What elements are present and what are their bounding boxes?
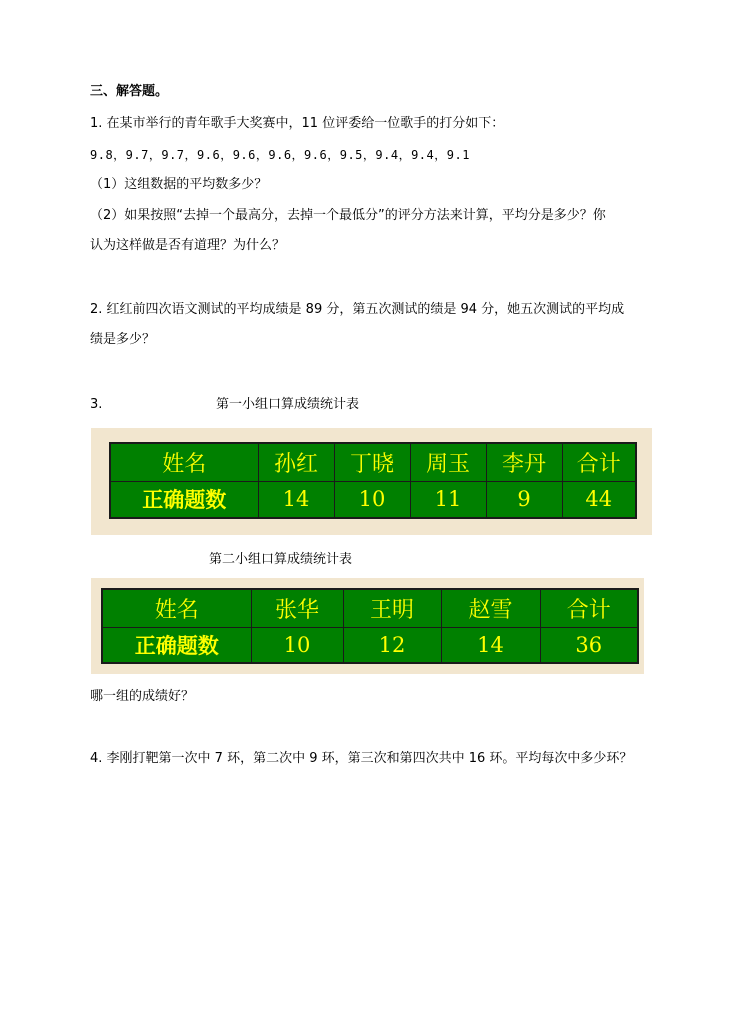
table-2-header-cell: 姓名 xyxy=(102,589,251,627)
question-1-sub2-line2: 认为这样做是否有道理？为什么？ xyxy=(90,238,286,253)
table-2-value-cell: 12 xyxy=(343,627,441,663)
table-1-row-label: 正确题数 xyxy=(110,481,258,518)
table-2-header-row xyxy=(102,589,638,627)
table-1-header-cell: 李丹 xyxy=(486,443,562,481)
table-1-data-row xyxy=(110,481,636,518)
table-1-header-cell: 孙红 xyxy=(258,443,334,481)
table-1-header-cell: 周玉 xyxy=(410,443,486,481)
table-1 xyxy=(109,442,637,519)
table-1-header-row xyxy=(110,443,636,481)
table-2-value-cell: 36 xyxy=(540,627,638,663)
table-2-frame xyxy=(91,578,644,674)
table-1-caption: 第一小组口算成绩统计表 xyxy=(216,397,360,412)
question-1-sub2-line1: （2）如果按照“去掉一个最高分，去掉一个最低分”的评分方法来计算，平均分是多少？你 xyxy=(90,208,606,223)
question-2-line1: 2. 红红前四次语文测试的平均成绩是 89 分，第五次测试的绩是 94 分，她五次测试的平均成 xyxy=(90,302,625,317)
question-3-prompt: 哪一组的成绩好？ xyxy=(90,689,195,704)
table-1-value-cell: 10 xyxy=(334,481,410,518)
table-2-value-cell: 10 xyxy=(251,627,343,663)
question-1-scores: 9.8，9.7，9.7，9.6，9.6，9.6，9.6，9.5，9.4，9.4，9.1 xyxy=(90,148,470,162)
table-2-header-cell: 张华 xyxy=(251,589,343,627)
table-1-header-cell: 姓名 xyxy=(110,443,258,481)
question-4-text: 4. 李刚打靶第一次中 7 环，第二次中 9 环，第三次和第四次共中 16 环。平均每次中多少环？ xyxy=(90,751,633,766)
table-1-value-cell: 11 xyxy=(410,481,486,518)
question-3-number: 3. xyxy=(90,397,103,412)
question-1-sub1: （1）这组数据的平均数多少？ xyxy=(90,177,268,192)
table-2-row-label: 正确题数 xyxy=(102,627,251,663)
section-title: 三、解答题。 xyxy=(90,84,169,99)
table-1-frame xyxy=(91,428,652,535)
table-2-header-cell: 赵雪 xyxy=(441,589,540,627)
question-1-text: 1. 在某市举行的青年歌手大奖赛中，11 位评委给一位歌手的打分如下： xyxy=(90,116,505,131)
table-2-header-cell: 合计 xyxy=(540,589,638,627)
table-1-header-cell: 合计 xyxy=(562,443,636,481)
table-2-header-cell: 王明 xyxy=(343,589,441,627)
table-2-value-cell: 14 xyxy=(441,627,540,663)
table-2-caption: 第二小组口算成绩统计表 xyxy=(209,552,353,567)
table-1-value-cell: 9 xyxy=(486,481,562,518)
table-1-value-cell: 14 xyxy=(258,481,334,518)
question-2-line2: 绩是多少？ xyxy=(90,332,156,347)
table-1-header-cell: 丁晓 xyxy=(334,443,410,481)
table-2-data-row xyxy=(102,627,638,663)
table-1-value-cell: 44 xyxy=(562,481,636,518)
table-2 xyxy=(101,588,639,664)
